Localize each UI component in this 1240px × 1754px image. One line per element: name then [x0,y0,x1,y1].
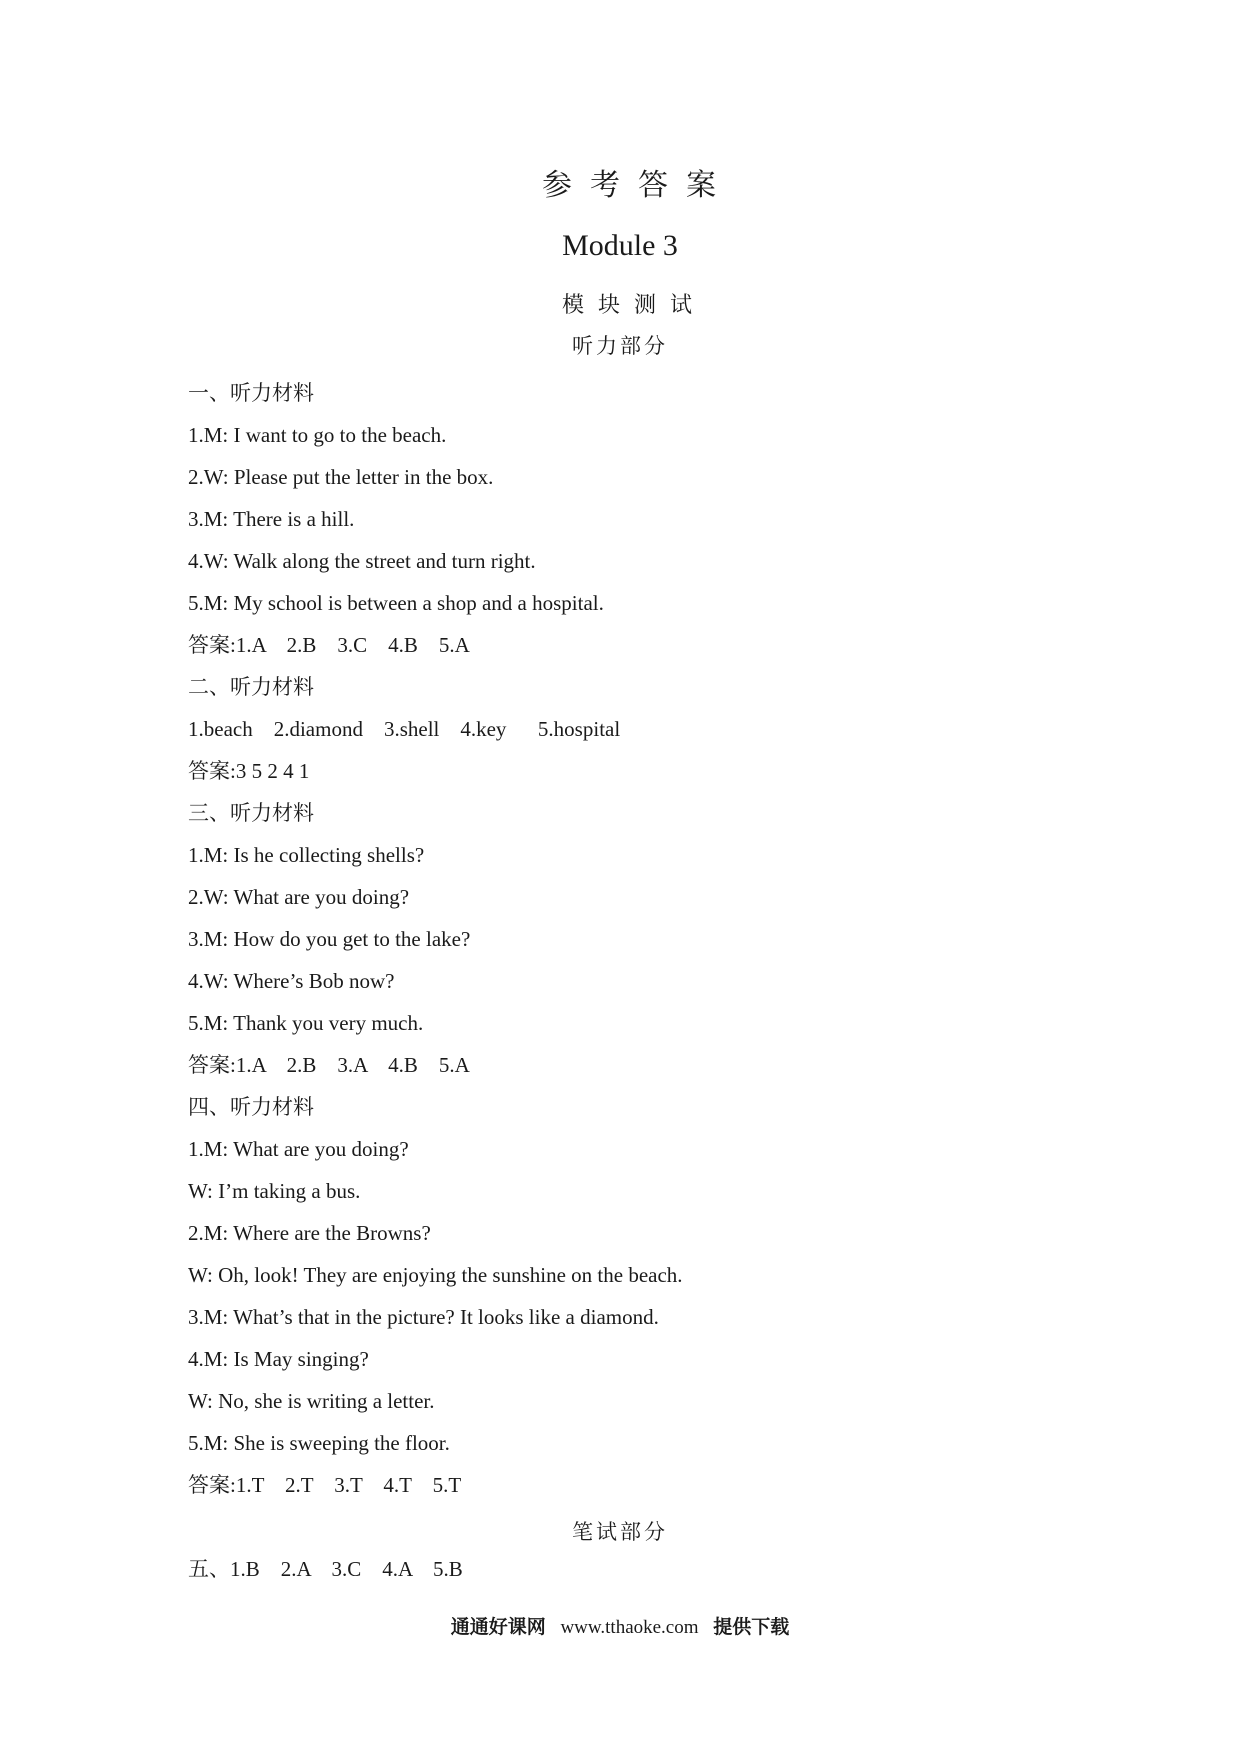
listening-line: W: No, she is writing a letter. [188,1389,435,1413]
answer-line: 答案:3 5 2 4 1 [188,759,310,783]
footer-suffix: 提供下载 [713,1616,790,1638]
listening-line: 2.W: What are you doing? [188,885,410,909]
footer-url[interactable]: www.tthaoke.com [560,1617,699,1638]
listening-line: 4.M: Is May singing? [188,1347,369,1371]
listening-line: 3.M: How do you get to the lake? [188,927,471,951]
answer-line: 答案:1.A 2.B 3.C 4.B 5.A [188,633,470,657]
listening-line: 5.M: My school is between a shop and a hospital. [188,591,604,615]
listening-part-heading: 听力部分 [572,334,668,358]
section-1-heading: 一、听力材料 [188,381,314,405]
module-heading: Module 3 [562,229,678,262]
listening-line: 4.W: Where’s Bob now? [188,969,395,993]
page-title: 参考答案 [542,169,734,202]
footer-site-name: 通通好课网 [450,1616,546,1638]
section-2-heading: 二、听力材料 [188,675,314,699]
listening-line: W: Oh, look! They are enjoying the sunshine on the beach. [188,1263,683,1287]
listening-line: 1.beach 2.diamond 3.shell 4.key 5.hospital [188,717,621,741]
listening-line: 5.M: She is sweeping the floor. [188,1431,450,1455]
listening-line: 1.M: I want to go to the beach. [188,423,447,447]
written-answer-line: 五、1.B 2.A 3.C 4.A 5.B [188,1557,463,1581]
footer [0,1612,1240,1639]
listening-line: 1.M: Is he collecting shells? [188,843,425,867]
listening-line: 3.M: What’s that in the picture? It looks like a diamond. [188,1305,659,1329]
answer-line: 答案:1.A 2.B 3.A 4.B 5.A [188,1053,470,1077]
listening-line: 5.M: Thank you very much. [188,1011,424,1035]
listening-line: 4.W: Walk along the street and turn right. [188,549,536,573]
listening-line: 2.M: Where are the Browns? [188,1221,431,1245]
listening-line: W: I’m taking a bus. [188,1179,361,1203]
listening-line: 3.M: There is a hill. [188,507,355,531]
answer-line: 答案:1.T 2.T 3.T 4.T 5.T [188,1473,462,1497]
section-3-heading: 三、听力材料 [188,801,314,825]
written-part-heading: 笔试部分 [572,1520,668,1544]
test-subtitle: 模块测试 [561,292,706,317]
listening-line: 1.M: What are you doing? [188,1137,409,1161]
answer-content [188,372,1088,1590]
listening-line: 2.W: Please put the letter in the box. [188,465,494,489]
section-4-heading: 四、听力材料 [188,1095,314,1119]
